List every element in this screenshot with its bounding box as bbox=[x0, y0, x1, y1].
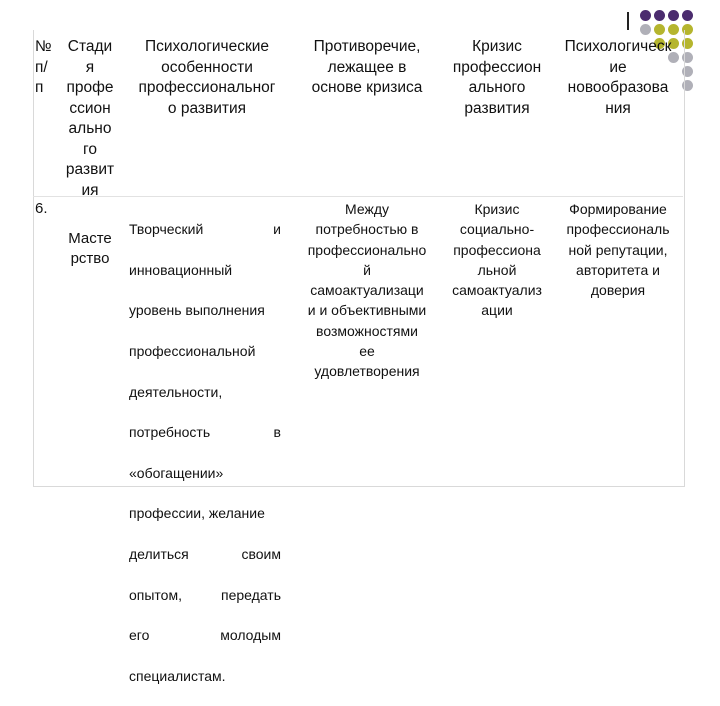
header-stage: Стади я профе ссион ально го развит ия bbox=[65, 38, 115, 199]
corner-divider bbox=[627, 12, 629, 30]
features-line: опытом, передать bbox=[129, 586, 281, 603]
header-features: Психологические особенности профессиональног о развития bbox=[138, 38, 276, 117]
features-line: профессиональной bbox=[129, 343, 256, 360]
features-line: его молодым bbox=[129, 627, 281, 644]
features-line: профессии, желание bbox=[129, 505, 265, 522]
features-line: «обогащении» bbox=[129, 464, 224, 481]
features-line: уровень выполнения bbox=[129, 302, 265, 319]
row-neoformation: Формирование профессиональ ной репутации, авторитета и доверия bbox=[566, 201, 670, 299]
features-line: деятельности, bbox=[129, 383, 223, 400]
header-crisis: Кризис профессион ального развития bbox=[452, 38, 542, 117]
row-contradiction: Между потребностью в профессионально й самоактуализаци и и объективными возможностями ее удовлетворения bbox=[307, 201, 427, 380]
row-stage: Масте рство bbox=[68, 230, 112, 268]
decorative-dot bbox=[682, 10, 693, 21]
features-line: потребность в bbox=[129, 424, 281, 441]
header-neoformation: Психологическ ие новообразова ния bbox=[564, 38, 672, 117]
decorative-dot bbox=[640, 10, 651, 21]
header-number: № п/ п bbox=[35, 38, 52, 96]
features-line: инновационный bbox=[129, 261, 233, 278]
row-crisis: Кризис социально- профессиона льной самоактуализ ации bbox=[452, 201, 542, 319]
decorative-dot bbox=[654, 10, 665, 21]
row-number: 6. bbox=[35, 200, 48, 217]
decorative-dot bbox=[668, 10, 679, 21]
row-features bbox=[129, 199, 281, 706]
header-contradiction: Противоречие, лежащее в основе кризиса bbox=[311, 38, 423, 96]
features-line: специалистам. bbox=[129, 667, 226, 684]
features-line: делиться своим bbox=[129, 546, 281, 563]
row-divider bbox=[33, 196, 683, 197]
features-line: Творческий и bbox=[129, 221, 281, 238]
